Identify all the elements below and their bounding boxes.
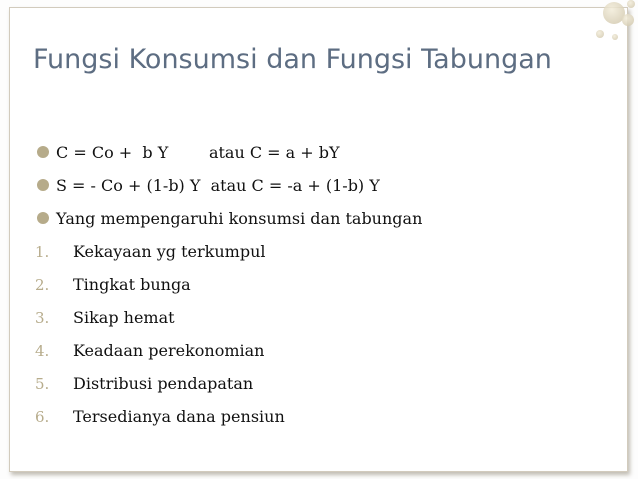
item-number: 1. [35,243,50,261]
bullet-dot-icon [37,179,49,191]
item-text: Tingkat bunga [73,275,191,294]
numbered-item [37,240,617,273]
bullet-dot-icon [37,212,49,224]
bullet-item [37,174,617,207]
slide-title: Fungsi Konsumsi dan Fungsi Tabungan [33,44,552,75]
numbered-item [37,306,617,339]
bullet-dot-icon [37,146,49,158]
item-number: 6. [35,408,50,426]
item-text: Sikap hemat [73,308,175,327]
item-number: 3. [35,309,50,327]
bullet-item [37,141,617,174]
item-number: 5. [35,375,50,393]
numbered-item [37,372,617,405]
numbered-item [37,405,617,438]
bullet-text: S = - Co + (1-b) Y atau C = -a + (1-b) Y [56,176,380,195]
item-number: 4. [35,342,50,360]
numbered-item [37,339,617,372]
decorative-bubble [622,14,634,26]
slide-content [37,141,617,438]
item-text: Kekayaan yg terkumpul [73,242,266,261]
bullet-text: C = Co + b Y atau C = a + bY [56,143,340,162]
item-number: 2. [35,276,50,294]
bullet-item [37,207,617,240]
item-text: Tersedianya dana pensiun [73,407,285,426]
decorative-bubble [627,0,635,8]
bullet-text: Yang mempengaruhi konsumsi dan tabungan [56,209,423,228]
item-text: Keadaan perekonomian [73,341,265,360]
item-text: Distribusi pendapatan [73,374,254,393]
numbered-item [37,273,617,306]
decorative-bubble [596,30,604,38]
decorative-bubble [612,34,618,40]
